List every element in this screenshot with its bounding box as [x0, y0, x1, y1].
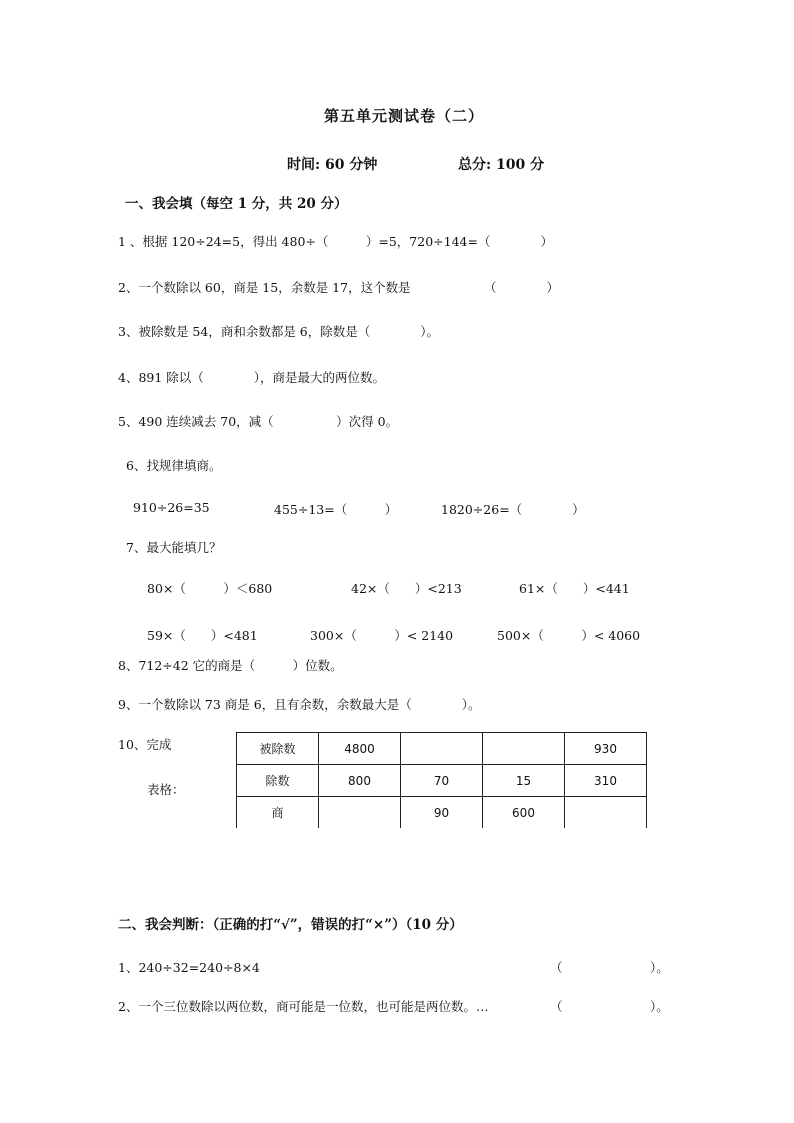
table-cell — [319, 797, 401, 829]
table-cell: 15 — [483, 765, 565, 797]
question-7: 7、最大能填几？ — [126, 540, 222, 555]
table-cell: 商 — [237, 797, 319, 829]
table-cell: 930 — [565, 733, 647, 765]
question-10-label: 10、完成 — [118, 737, 172, 752]
section-1-heading: 一、我会填（每空 1 分，共 20 分） — [125, 196, 348, 212]
question-8: 8、712÷42 它的商是（ ）位数。 — [118, 658, 343, 673]
table-cell: 90 — [401, 797, 483, 829]
table-cell: 4800 — [319, 733, 401, 765]
table-row — [237, 765, 647, 797]
question-7-item: 61×（ ）<441 — [519, 581, 630, 596]
judge-question-2-blank: （ ）。 — [550, 999, 669, 1014]
question-2: 2、一个数除以 60，商是 15，余数是 17，这个数是 — [118, 280, 411, 295]
table-cell: 600 — [483, 797, 565, 829]
question-7-item: 500×（ ）< 4060 — [497, 628, 641, 643]
total-score: 总分: 100 分 — [458, 157, 545, 173]
table-cell: 被除数 — [237, 733, 319, 765]
question-9: 9、一个数除以 73 商是 6，且有余数，余数最大是（ ）。 — [118, 697, 481, 712]
table-cell: 除数 — [237, 765, 319, 797]
table-cell — [401, 733, 483, 765]
table-cell: 800 — [319, 765, 401, 797]
section-2-heading: 二、我会判断：（正确的打“√”，错误的打“×”）（10 分） — [118, 917, 463, 933]
table-cell — [483, 733, 565, 765]
judge-question-1: 1、240÷32=240÷8×4 — [118, 960, 260, 975]
time-limit: 时间: 60 分钟 — [287, 157, 378, 173]
judge-question-1-blank: （ ）。 — [550, 960, 669, 975]
question-7-item: 42×（ ）<213 — [351, 581, 462, 596]
table-row — [237, 733, 647, 765]
question-6-item: 910÷26=35 — [133, 500, 210, 515]
question-10-label-2: 表格： — [147, 782, 185, 797]
page-title: 第五单元测试卷（二） — [324, 107, 485, 125]
judge-question-2: 2、一个三位数除以两位数，商可能是一位数，也可能是两位数。… — [118, 999, 489, 1014]
table-cell — [565, 797, 647, 829]
question-7-item: 80×（ ）＜680 — [147, 581, 273, 596]
question-2-blank: （ ） — [484, 280, 560, 295]
question-7-item: 59×（ ）<481 — [147, 628, 258, 643]
table-cell: 70 — [401, 765, 483, 797]
question-7-item: 300×（ ）< 2140 — [310, 628, 454, 643]
question-6-item: 1820÷26=（ ） — [441, 502, 585, 517]
table-cell: 310 — [565, 765, 647, 797]
question-1: 1 、根据 120÷24=5，得出 480÷（ ）=5，720÷144=（ ） — [118, 234, 553, 249]
table-row — [237, 797, 647, 829]
division-table — [236, 732, 647, 828]
question-6: 6、找规律填商。 — [126, 458, 222, 473]
question-6-item: 455÷13=（ ） — [274, 502, 398, 517]
question-5: 5、490 连续减去 70，减（ ）次得 0。 — [118, 414, 399, 429]
question-4: 4、891 除以（ ），商是最大的两位数。 — [118, 370, 386, 385]
question-3: 3、被除数是 54，商和余数都是 6，除数是（ ）。 — [118, 324, 440, 339]
